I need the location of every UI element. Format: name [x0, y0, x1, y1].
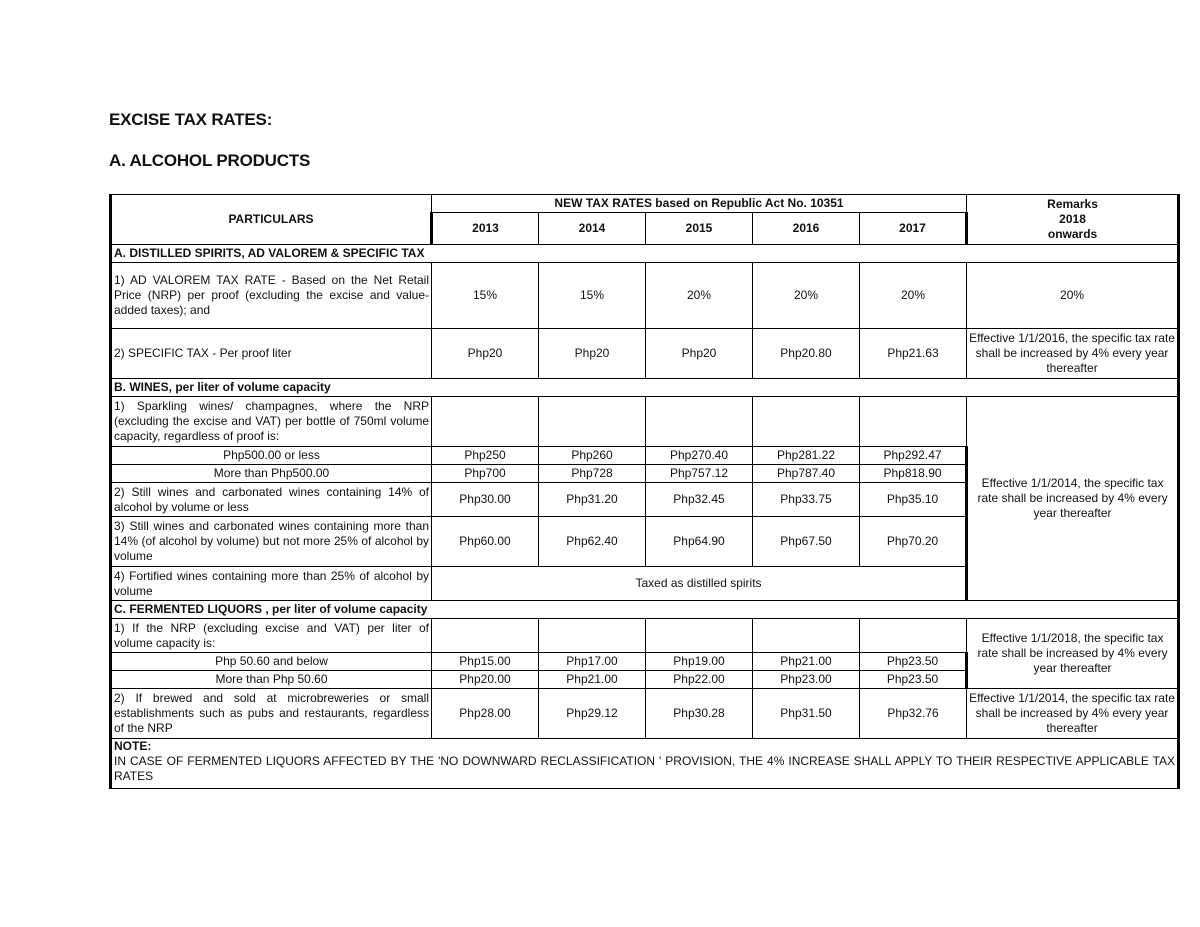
section-a-title: A. DISTILLED SPIRITS, AD VALOREM & SPECIFIC TAX — [111, 245, 1179, 263]
table-cell: Php787.40 — [753, 465, 860, 483]
remark-cell: Effective 1/1/2018, the specific tax rate shall be increased by 4% every year thereafter — [967, 619, 1179, 689]
section-b-title: B. WINES, per liter of volume capacity — [111, 379, 1179, 397]
table-cell — [539, 397, 646, 447]
sub-row-label: More than Php 50.60 — [111, 671, 432, 689]
document-title: EXCISE TAX RATES: — [109, 110, 273, 129]
remarks-header-line2: 2018 — [1059, 212, 1086, 226]
table-cell: Php22.00 — [646, 671, 753, 689]
table-cell — [860, 619, 967, 653]
table-cell: Php20.00 — [432, 671, 539, 689]
table-cell: Php32.76 — [860, 689, 967, 739]
taxed-as-spirits-cell: Taxed as distilled spirits — [432, 567, 967, 601]
table-cell: Php32.45 — [646, 483, 753, 517]
table-cell — [539, 619, 646, 653]
table-cell: 20% — [860, 263, 967, 329]
table-cell: 15% — [539, 263, 646, 329]
table-cell: Php30.28 — [646, 689, 753, 739]
ad-valorem-label: 1) AD VALOREM TAX RATE - Based on the Net Retail Price (NRP) per proof (excluding the excise and value-added taxes); and — [111, 263, 432, 329]
table-cell: Php20 — [539, 329, 646, 379]
table-cell: Php818.90 — [860, 465, 967, 483]
remark-cell: Effective 1/1/2014, the specific tax rate shall be increased by 4% every year thereafter — [967, 689, 1179, 739]
table-cell: Php33.75 — [753, 483, 860, 517]
microbreweries-label: 2) If brewed and sold at microbreweries or small establishments such as pubs and restaurants, regardless of the NRP — [111, 689, 432, 739]
table-cell: Php20 — [646, 329, 753, 379]
table-cell: Php60.00 — [432, 517, 539, 567]
still-wines-label: 2) Still wines and carbonated wines containing 14% of alcohol by volume or less — [111, 483, 432, 517]
table-cell: Php21.00 — [753, 653, 860, 671]
year-header: 2013 — [432, 213, 539, 245]
section-c-title: C. FERMENTED LIQUORS , per liter of volume capacity — [111, 601, 1179, 619]
fermented-nrp-label: 1) If the NRP (excluding excise and VAT) per liter of volume capacity is: — [111, 619, 432, 653]
table-cell: Php728 — [539, 465, 646, 483]
table-cell — [432, 619, 539, 653]
remark-cell: Effective 1/1/2016, the specific tax rate shall be increased by 4% every year thereafter — [967, 329, 1179, 379]
particulars-header: PARTICULARS — [111, 195, 432, 245]
year-header: 2017 — [860, 213, 967, 245]
table-cell: Php28.00 — [432, 689, 539, 739]
section-heading: A. ALCOHOL PRODUCTS — [109, 151, 311, 170]
table-cell: Php20 — [432, 329, 539, 379]
table-cell: 20% — [753, 263, 860, 329]
table-cell: Php15.00 — [432, 653, 539, 671]
table-cell: Php260 — [539, 447, 646, 465]
specific-tax-label: 2) SPECIFIC TAX - Per proof liter — [111, 329, 432, 379]
table-cell: Php62.40 — [539, 517, 646, 567]
remarks-header-line3: onwards — [1047, 227, 1098, 241]
table-cell: Php23.50 — [860, 671, 967, 689]
remark-cell: Effective 1/1/2014, the specific tax rate shall be increased by 4% every year thereafter — [967, 397, 1179, 601]
sub-row-label: Php 50.60 and below — [111, 653, 432, 671]
fortified-wines-label: 4) Fortified wines containing more than 25% of alcohol by volume — [111, 567, 432, 601]
note-label: NOTE: — [114, 739, 152, 753]
remark-cell: 20% — [967, 263, 1179, 329]
table-cell: Php70.20 — [860, 517, 967, 567]
remarks-header — [967, 195, 1179, 245]
sub-row-label: Php500.00 or less — [111, 447, 432, 465]
still-wines-over-14-label: 3) Still wines and carbonated wines containing more than 14% (of alcohol by volume) but not more 25% of alcohol by volume — [111, 517, 432, 567]
table-cell: Php31.20 — [539, 483, 646, 517]
table-cell: Php19.00 — [646, 653, 753, 671]
table-cell: Php30.00 — [432, 483, 539, 517]
remarks-header-line1: Remarks — [1047, 197, 1098, 211]
year-header: 2014 — [539, 213, 646, 245]
table-cell — [646, 397, 753, 447]
year-header: 2016 — [753, 213, 860, 245]
excise-tax-table — [109, 194, 1180, 789]
table-cell: Php23.50 — [860, 653, 967, 671]
table-cell: Php29.12 — [539, 689, 646, 739]
table-cell: Php35.10 — [860, 483, 967, 517]
table-cell: Php23.00 — [753, 671, 860, 689]
table-cell — [646, 619, 753, 653]
sub-row-label: More than Php500.00 — [111, 465, 432, 483]
table-cell: Php21.63 — [860, 329, 967, 379]
table-cell: Php64.90 — [646, 517, 753, 567]
table-cell: 15% — [432, 263, 539, 329]
note-text: IN CASE OF FERMENTED LIQUORS AFFECTED BY THE 'NO DOWNWARD RECLASSIFICATION ' PROVISION, THE 4% INCREASE SHALL APPLY TO THEIR RESPECTIVE APPLICABLE TAX RATES — [114, 754, 1176, 783]
table-cell: Php270.40 — [646, 447, 753, 465]
table-cell — [753, 619, 860, 653]
table-cell — [860, 397, 967, 447]
table-cell: Php17.00 — [539, 653, 646, 671]
table-cell: Php281.22 — [753, 447, 860, 465]
table-cell: Php250 — [432, 447, 539, 465]
table-cell: Php21.00 — [539, 671, 646, 689]
table-cell: Php292.47 — [860, 447, 967, 465]
table-cell: Php20.80 — [753, 329, 860, 379]
table-cell: 20% — [646, 263, 753, 329]
table-cell: Php67.50 — [753, 517, 860, 567]
table-cell: Php757.12 — [646, 465, 753, 483]
new-tax-rates-header: NEW TAX RATES based on Republic Act No. 10351 — [432, 195, 967, 213]
table-cell — [753, 397, 860, 447]
sparkling-wines-label: 1) Sparkling wines/ champagnes, where the NRP (excluding the excise and VAT) per bottle of 750ml volume capacity, regardless of proof is: — [111, 397, 432, 447]
table-cell — [432, 397, 539, 447]
table-cell: Php700 — [432, 465, 539, 483]
note-cell — [111, 739, 1179, 789]
table-cell: Php31.50 — [753, 689, 860, 739]
year-header: 2015 — [646, 213, 753, 245]
